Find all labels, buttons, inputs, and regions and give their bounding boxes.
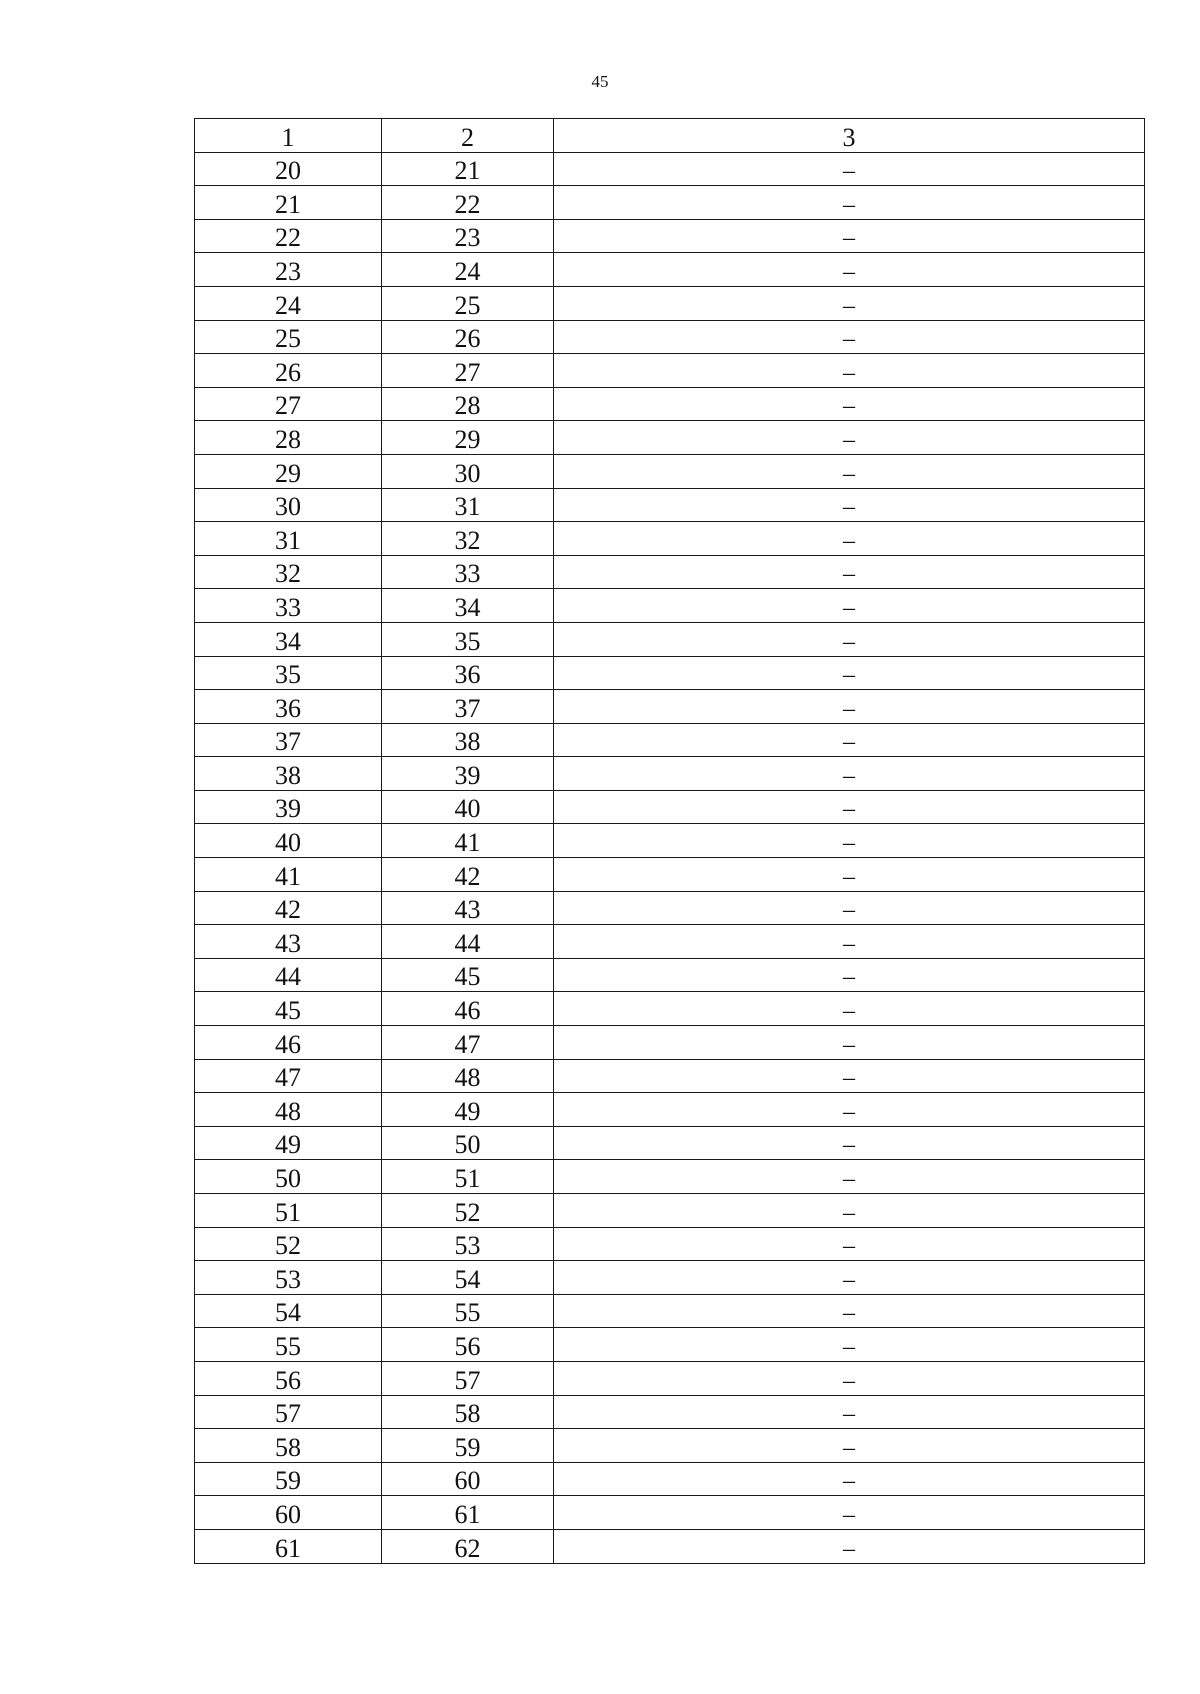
cell-col-3: – [554,1395,1145,1429]
cell-col-1: 33 [195,589,382,623]
table-row [195,992,1145,1026]
table-row [195,354,1145,388]
table-row [195,1059,1145,1093]
cell-col-1: 21 [195,186,382,220]
cell-col-1: 57 [195,1395,382,1429]
cell-col-3: – [554,152,1145,186]
cell-col-3: – [554,454,1145,488]
cell-col-1: 26 [195,354,382,388]
cell-col-2: 49 [382,1093,554,1127]
table-row [195,622,1145,656]
cell-col-3: – [554,522,1145,556]
cell-col-3: – [554,488,1145,522]
cell-col-2: 23 [382,219,554,253]
cell-col-1: 45 [195,992,382,1026]
cell-col-2: 54 [382,1261,554,1295]
table-row [195,1361,1145,1395]
table-row [195,1093,1145,1127]
table-row [195,925,1145,959]
cell-col-2: 29 [382,421,554,455]
cell-col-3: – [554,622,1145,656]
cell-col-1: 23 [195,253,382,287]
cell-col-3: – [554,555,1145,589]
table-row [195,1294,1145,1328]
table-row [195,1529,1145,1563]
table-row [195,690,1145,724]
cell-col-3: – [554,219,1145,253]
table-row [195,958,1145,992]
column-header-3: 3 [554,119,1145,153]
column-header-1: 1 [195,119,382,153]
cell-col-2: 31 [382,488,554,522]
cell-col-1: 31 [195,522,382,556]
table-row [195,387,1145,421]
cell-col-3: – [554,790,1145,824]
cell-col-2: 24 [382,253,554,287]
table-row [195,891,1145,925]
cell-col-3: – [554,656,1145,690]
cell-col-2: 38 [382,723,554,757]
cell-col-1: 39 [195,790,382,824]
cell-col-3: – [554,723,1145,757]
table-row [195,589,1145,623]
cell-col-3: – [554,1429,1145,1463]
cell-col-3: – [554,1093,1145,1127]
table-row [195,320,1145,354]
cell-col-1: 48 [195,1093,382,1127]
table-row [195,522,1145,556]
cell-col-2: 32 [382,522,554,556]
table-row [195,790,1145,824]
cell-col-1: 28 [195,421,382,455]
cell-col-1: 22 [195,219,382,253]
cell-col-1: 32 [195,555,382,589]
table-row [195,488,1145,522]
cell-col-2: 60 [382,1462,554,1496]
page-number: 45 [591,72,609,91]
cell-col-1: 40 [195,824,382,858]
cell-col-3: – [554,1496,1145,1530]
cell-col-2: 33 [382,555,554,589]
cell-col-3: – [554,858,1145,892]
table-row [195,858,1145,892]
cell-col-2: 47 [382,1026,554,1060]
cell-col-2: 28 [382,387,554,421]
cell-col-1: 27 [195,387,382,421]
cell-col-1: 24 [195,286,382,320]
cell-col-2: 48 [382,1059,554,1093]
cell-col-2: 44 [382,925,554,959]
table-row [195,253,1145,287]
table-row [195,555,1145,589]
cell-col-3: – [554,589,1145,623]
cell-col-2: 56 [382,1328,554,1362]
cell-col-1: 29 [195,454,382,488]
cell-col-2: 27 [382,354,554,388]
cell-col-3: – [554,1261,1145,1295]
table-body [195,119,1145,1564]
cell-col-2: 55 [382,1294,554,1328]
cell-col-2: 50 [382,1126,554,1160]
cell-col-2: 53 [382,1227,554,1261]
cell-col-3: – [554,1059,1145,1093]
table-row [195,1395,1145,1429]
cell-col-3: – [554,992,1145,1026]
cell-col-3: – [554,421,1145,455]
cell-col-2: 30 [382,454,554,488]
cell-col-2: 37 [382,690,554,724]
cell-col-1: 60 [195,1496,382,1530]
table-row [195,186,1145,220]
table-row [195,1126,1145,1160]
cell-col-2: 62 [382,1529,554,1563]
table-row [195,1160,1145,1194]
cell-col-2: 36 [382,656,554,690]
cell-col-2: 46 [382,992,554,1026]
cell-col-2: 21 [382,152,554,186]
cell-col-1: 59 [195,1462,382,1496]
cell-col-2: 40 [382,790,554,824]
table-row [195,656,1145,690]
data-table [194,118,1145,1564]
cell-col-2: 45 [382,958,554,992]
cell-col-3: – [554,354,1145,388]
cell-col-3: – [554,1361,1145,1395]
cell-col-1: 56 [195,1361,382,1395]
table-row [195,723,1145,757]
cell-col-1: 20 [195,152,382,186]
cell-col-2: 34 [382,589,554,623]
cell-col-1: 55 [195,1328,382,1362]
table-row [195,152,1145,186]
cell-col-3: – [554,958,1145,992]
cell-col-2: 39 [382,757,554,791]
cell-col-2: 51 [382,1160,554,1194]
column-header-2: 2 [382,119,554,153]
table-header-row [195,119,1145,153]
cell-col-2: 22 [382,186,554,220]
cell-col-1: 37 [195,723,382,757]
cell-col-3: – [554,387,1145,421]
cell-col-3: – [554,1160,1145,1194]
cell-col-3: – [554,1294,1145,1328]
cell-col-2: 59 [382,1429,554,1463]
cell-col-1: 51 [195,1194,382,1228]
table-row [195,1429,1145,1463]
cell-col-1: 43 [195,925,382,959]
cell-col-1: 30 [195,488,382,522]
cell-col-1: 38 [195,757,382,791]
cell-col-3: – [554,891,1145,925]
cell-col-1: 50 [195,1160,382,1194]
cell-col-1: 44 [195,958,382,992]
cell-col-3: – [554,690,1145,724]
cell-col-1: 49 [195,1126,382,1160]
table-row [195,1462,1145,1496]
table-row [195,824,1145,858]
table-row [195,421,1145,455]
cell-col-2: 43 [382,891,554,925]
cell-col-3: – [554,1026,1145,1060]
cell-col-3: – [554,824,1145,858]
cell-col-3: – [554,925,1145,959]
cell-col-3: – [554,1462,1145,1496]
cell-col-1: 34 [195,622,382,656]
cell-col-3: – [554,757,1145,791]
cell-col-3: – [554,186,1145,220]
table-row [195,1328,1145,1362]
cell-col-1: 47 [195,1059,382,1093]
table-row [195,1496,1145,1530]
table-row [195,454,1145,488]
cell-col-2: 42 [382,858,554,892]
cell-col-1: 36 [195,690,382,724]
cell-col-2: 25 [382,286,554,320]
cell-col-2: 41 [382,824,554,858]
table-row [195,1194,1145,1228]
cell-col-3: – [554,286,1145,320]
cell-col-2: 58 [382,1395,554,1429]
cell-col-1: 46 [195,1026,382,1060]
cell-col-3: – [554,1227,1145,1261]
cell-col-3: – [554,1529,1145,1563]
table-row [195,219,1145,253]
cell-col-1: 53 [195,1261,382,1295]
table-row [195,757,1145,791]
cell-col-3: – [554,253,1145,287]
cell-col-1: 61 [195,1529,382,1563]
table-row [195,1227,1145,1261]
table-row [195,286,1145,320]
cell-col-3: – [554,320,1145,354]
cell-col-2: 61 [382,1496,554,1530]
cell-col-2: 52 [382,1194,554,1228]
cell-col-1: 54 [195,1294,382,1328]
table-row [195,1261,1145,1295]
cell-col-2: 26 [382,320,554,354]
cell-col-1: 41 [195,858,382,892]
cell-col-3: – [554,1328,1145,1362]
table-row [195,1026,1145,1060]
cell-col-1: 52 [195,1227,382,1261]
cell-col-1: 25 [195,320,382,354]
cell-col-3: – [554,1126,1145,1160]
cell-col-2: 35 [382,622,554,656]
cell-col-1: 35 [195,656,382,690]
cell-col-3: – [554,1194,1145,1228]
cell-col-2: 57 [382,1361,554,1395]
cell-col-1: 42 [195,891,382,925]
cell-col-1: 58 [195,1429,382,1463]
